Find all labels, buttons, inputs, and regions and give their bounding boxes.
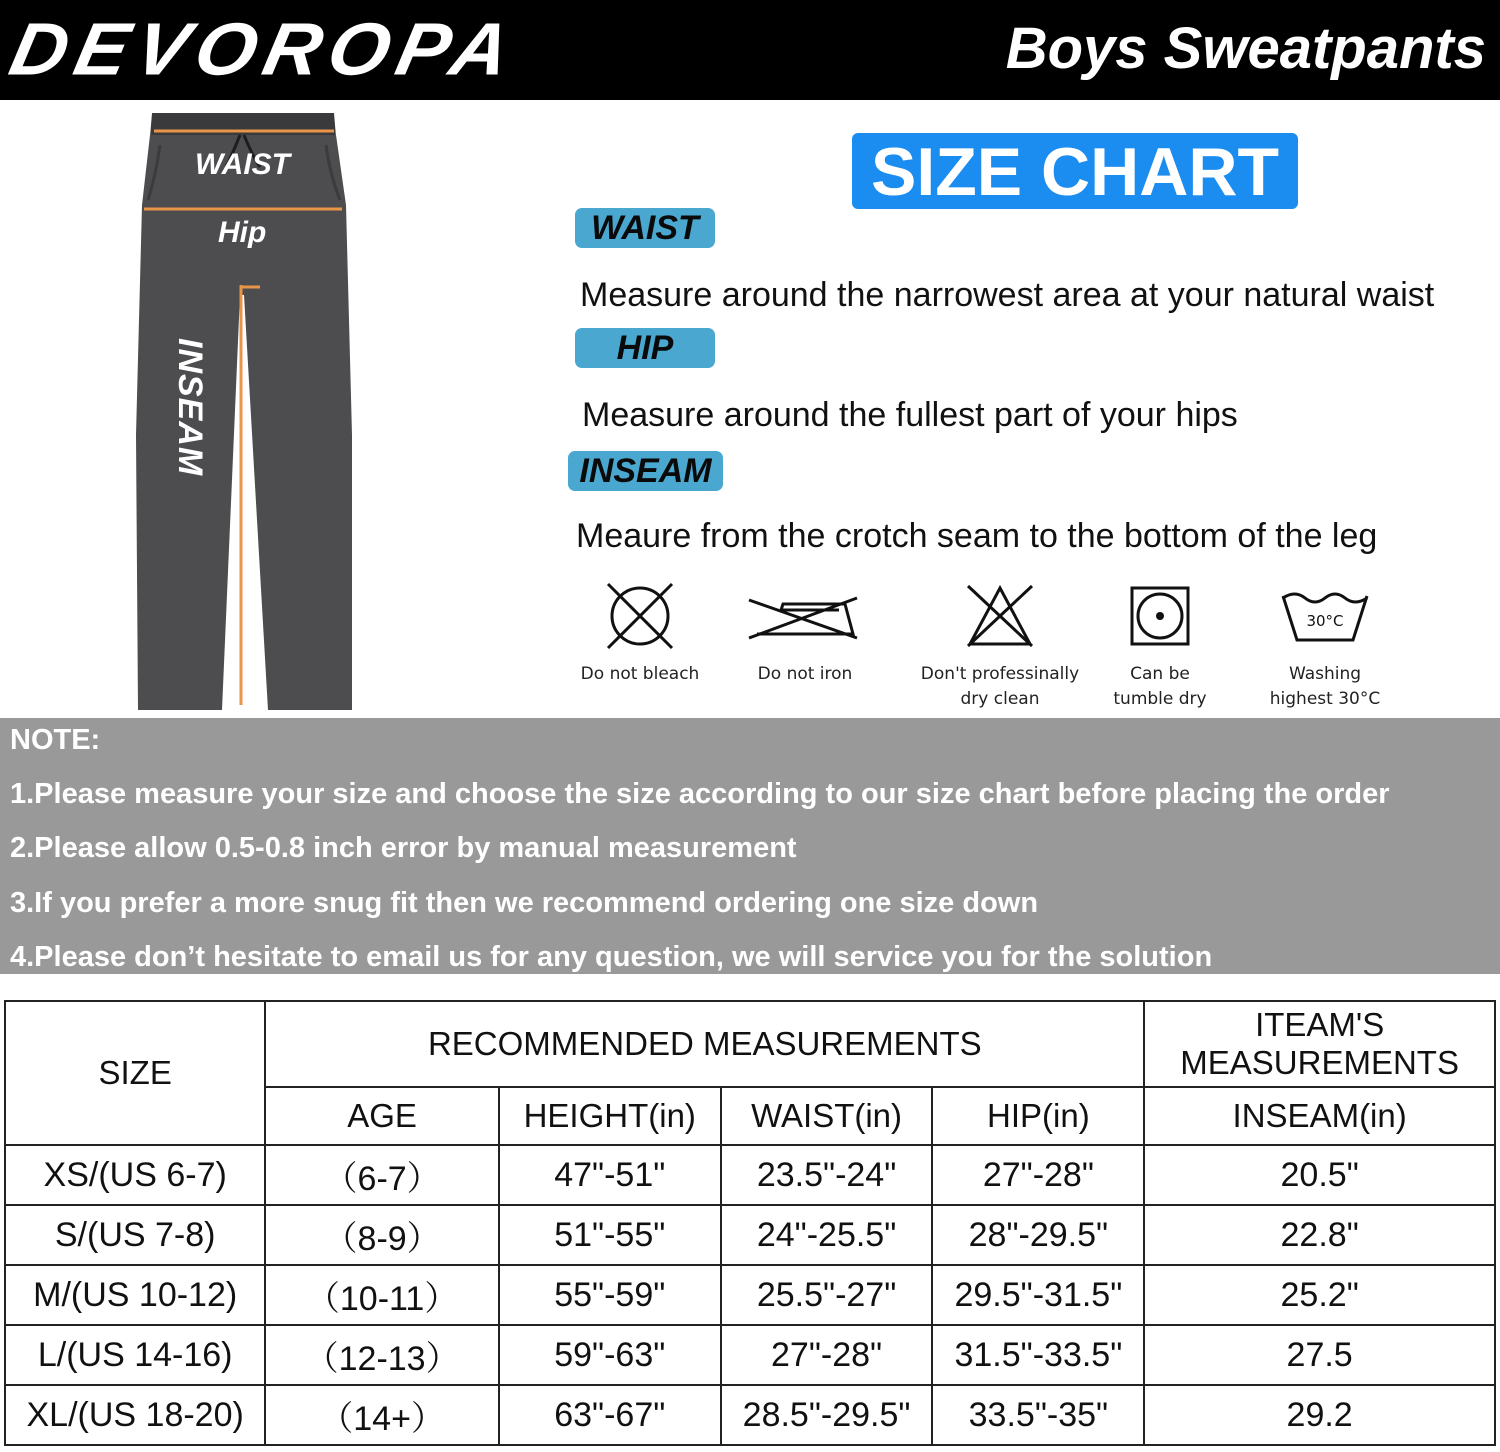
- inseam-description: Meaure from the crotch seam to the bottom of the leg: [576, 517, 1378, 555]
- table-cell: （12-13）: [265, 1325, 499, 1385]
- wash-temp-label: 30°C: [1306, 612, 1344, 630]
- no-dry-clean-icon: [964, 580, 1036, 652]
- table-cell: 25.5"-27": [721, 1265, 933, 1325]
- table-cell: 31.5"-33.5": [932, 1325, 1144, 1385]
- care-label-2: highest 30°C: [1269, 689, 1381, 709]
- size-chart-title: SIZE CHART: [852, 133, 1298, 209]
- table-row: [5, 1145, 1495, 1205]
- table-cell: 29.5"-31.5": [932, 1265, 1144, 1325]
- inseam-pill: INSEAM: [568, 451, 723, 491]
- table-cell: （14+）: [265, 1385, 499, 1445]
- care-label: Don't professinally: [920, 664, 1080, 684]
- table-cell: 28"-29.5": [932, 1205, 1144, 1265]
- care-label-2: tumble dry: [1113, 689, 1207, 709]
- item-measurements-header: [1144, 1001, 1495, 1087]
- note-line-2: 2.Please allow 0.5-0.8 inch error by manual measurement: [10, 832, 797, 864]
- care-label: Washing: [1288, 664, 1362, 684]
- note-box: [0, 718, 1500, 974]
- table-cell: 20.5": [1144, 1145, 1495, 1205]
- table-cell: 27"-28": [932, 1145, 1144, 1205]
- table-cell: 51"-55": [499, 1205, 721, 1265]
- note-heading: NOTE:: [10, 724, 101, 756]
- care-label: Do not bleach: [580, 664, 700, 684]
- item-header-line2: MEASUREMENTS: [1180, 1044, 1459, 1081]
- table-cell: 22.8": [1144, 1205, 1495, 1265]
- table-row: [5, 1265, 1495, 1325]
- note-line-4: 4.Please don’t hesitate to email us for any question, we will service you for the solution: [10, 941, 1213, 973]
- recommended-header: RECOMMENDED MEASUREMENTS: [265, 1001, 1144, 1087]
- care-label: Can be: [1130, 664, 1190, 684]
- table-cell: 27"-28": [721, 1325, 933, 1385]
- do-not-bleach-icon: [604, 580, 676, 652]
- care-item-no-dry-clean: [915, 580, 1085, 712]
- waist-description: Measure around the narrowest area at your natural waist: [580, 276, 1435, 314]
- table-cell: S/(US 7-8): [5, 1205, 265, 1265]
- do-not-iron-icon: [745, 580, 865, 652]
- item-header-line1: ITEAM'S: [1255, 1006, 1385, 1043]
- table-cell: 63"-67": [499, 1385, 721, 1445]
- hip-description: Measure around the fullest part of your hips: [582, 396, 1238, 434]
- table-row: [5, 1205, 1495, 1265]
- pants-image: [120, 105, 370, 715]
- note-line-1: 1.Please measure your size and choose the size according to our size chart before placing the order: [10, 778, 1390, 810]
- column-header: HIP(in): [932, 1087, 1144, 1145]
- size-header: SIZE: [5, 1001, 265, 1145]
- table-cell: XL/(US 18-20): [5, 1385, 265, 1445]
- table-cell: 47"-51": [499, 1145, 721, 1205]
- table-cell: 29.2: [1144, 1385, 1495, 1445]
- header-bar: [0, 0, 1500, 100]
- waist-pill: WAIST: [575, 208, 715, 248]
- inseam-label: INSEAM: [171, 338, 209, 477]
- care-item-wash-30: [1260, 580, 1390, 712]
- table-cell: （8-9）: [265, 1205, 499, 1265]
- care-item-no-bleach: [570, 580, 710, 687]
- column-header: HEIGHT(in): [499, 1087, 721, 1145]
- table-cell: 28.5"-29.5": [721, 1385, 933, 1445]
- table-cell: 24"-25.5": [721, 1205, 933, 1265]
- brand-logo: DEVOROPA: [3, 7, 526, 91]
- hip-label: Hip: [218, 216, 267, 249]
- wash-30-icon: [1275, 580, 1375, 652]
- table-cell: 55"-59": [499, 1265, 721, 1325]
- table-cell: （6-7）: [265, 1145, 499, 1205]
- pants-illustration: [120, 105, 370, 715]
- table-cell: XS/(US 6-7): [5, 1145, 265, 1205]
- hip-pill: HIP: [575, 328, 715, 368]
- table-cell: 25.2": [1144, 1265, 1495, 1325]
- table-cell: 59"-63": [499, 1325, 721, 1385]
- note-line-3: 3.If you prefer a more snug fit then we recommend ordering one size down: [10, 887, 1039, 919]
- table-cell: 23.5"-24": [721, 1145, 933, 1205]
- care-label: Do not iron: [757, 664, 853, 684]
- size-table: [4, 1000, 1496, 1446]
- care-item-no-iron: [735, 580, 875, 687]
- tumble-dry-icon: [1124, 580, 1196, 652]
- table-cell: M/(US 10-12): [5, 1265, 265, 1325]
- table-cell: L/(US 14-16): [5, 1325, 265, 1385]
- care-item-tumble-dry: [1100, 580, 1220, 712]
- table-cell: 27.5: [1144, 1325, 1495, 1385]
- column-header: AGE: [265, 1087, 499, 1145]
- table-cell: （10-11）: [265, 1265, 499, 1325]
- table-row: [5, 1325, 1495, 1385]
- column-header: WAIST(in): [721, 1087, 933, 1145]
- table-row: [5, 1385, 1495, 1445]
- product-title: Boys Sweatpants: [1005, 16, 1486, 81]
- waist-label: WAIST: [195, 148, 290, 181]
- column-header: INSEAM(in): [1144, 1087, 1495, 1145]
- table-cell: 33.5"-35": [932, 1385, 1144, 1445]
- care-label-2: dry clean: [960, 689, 1040, 709]
